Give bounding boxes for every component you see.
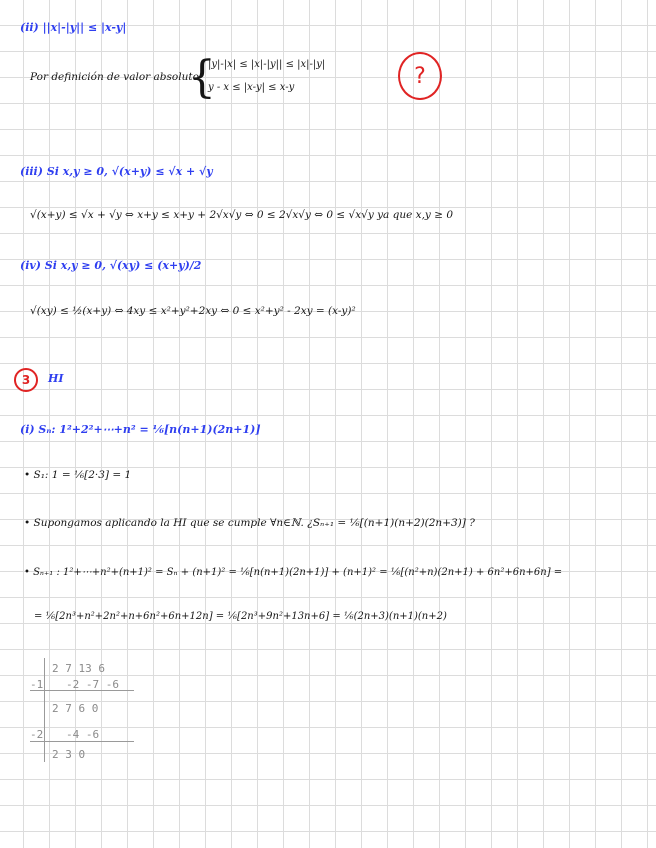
part-iii-work: √(x+y) ≤ √x + √y ⇔ x+y ≤ x+y + 2√x√y ⇔ 0 ≤ 2√x√y ⇔ 0 ≤ √x√y ya que x,y ≥ 0	[30, 209, 454, 221]
abs-case-2: y - x ≤ |x-y| ≤ x-y	[208, 82, 295, 93]
part-iv-heading: (iv) Si x,y ≥ 0, √(xy) ≤ (x+y)/2	[20, 259, 202, 272]
ruffini-vertical-line	[44, 658, 45, 762]
abs-case-1: |y|-|x| ≤ |x|-|y|| ≤ |x|-|y|	[208, 59, 326, 70]
left-brace: {	[188, 52, 216, 103]
ruffini-row-coefficients: 2 7 13 6	[52, 662, 105, 675]
ruffini-row-products-1: -2 -7 -6	[66, 678, 119, 691]
part-iii-heading: (iii) Si x,y ≥ 0, √(x+y) ≤ √x + √y	[20, 165, 213, 178]
definition-label: Por definición de valor absoluto	[30, 71, 199, 83]
ruffini-row-result-1: 2 7 6 0	[52, 702, 99, 715]
induction-hypothesis-label: HI	[48, 372, 64, 385]
inductive-step-line-2: = ⅙[2n³+n²+2n²+n+6n²+6n+12n] = ⅙[2n³+9n²+13n+6] = ⅙(2n+3)(n+1)(n+2)	[34, 611, 447, 622]
question-mark-icon: ?	[398, 52, 442, 100]
ruffini-divisor-2: -2	[30, 728, 44, 741]
base-case: • S₁: 1 = ⅙[2·3] = 1	[24, 469, 132, 481]
exercise-3-part-i-heading: (i) Sₙ: 1²+2²+⋯+n² = ⅙[n(n+1)(2n+1)]	[20, 423, 261, 436]
inductive-hypothesis: • Supongamos aplicando la HI que se cumple ∀n∈ℕ. ¿Sₙ₊₁ = ⅙[(n+1)(n+2)(2n+3)] ?	[24, 517, 475, 529]
exercise-number-badge: 3	[14, 368, 38, 392]
part-ii-heading: (ii) ||x|-|y|| ≤ |x-y|	[20, 21, 127, 34]
ruffini-rule-2	[30, 741, 134, 742]
part-iv-work: √(xy) ≤ ½(x+y) ⇔ 4xy ≤ x²+y²+2xy ⇔ 0 ≤ x²+y² - 2xy = (x-y)²	[30, 305, 356, 317]
ruffini-divisor-1: -1	[30, 678, 44, 691]
inductive-step-line-1: • Sₙ₊₁ : 1²+⋯+n²+(n+1)² = Sₙ + (n+1)² = ⅙[n(n+1)(2n+1)] + (n+1)² = ⅙[(n²+n)(2n+1) + 6n²+6n+6n] =	[24, 567, 563, 578]
ruffini-row-products-2: -4 -6	[66, 728, 100, 741]
ruffini-row-result-2: 2 3 0	[52, 748, 86, 761]
